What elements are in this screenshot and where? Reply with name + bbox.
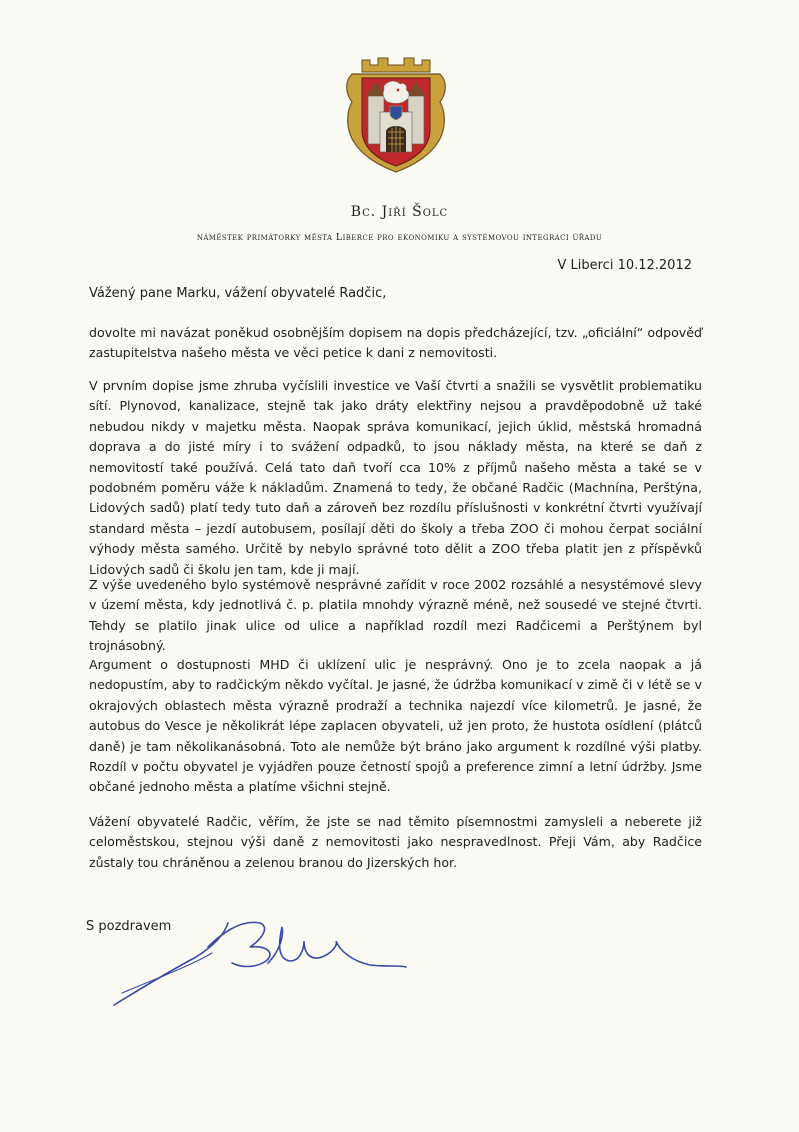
sender-role: náměstek primátorky města Liberce pro ekonomiku a systémovou integraci úřadu xyxy=(196,232,603,243)
paragraph-1: dovolte mi navázat poněkud osobnějším dopisem na dopis předcházející, tzv. „oficiální“ odpověď zastupitelstva našeho města ve věci petice k dani z nemovitosti. xyxy=(89,325,702,361)
sender-name: Bc. Jiří Šolc xyxy=(350,204,449,220)
city-coat-of-arms-icon xyxy=(340,52,452,176)
handwritten-signature-icon xyxy=(100,905,420,1015)
letter-salutation: Vážený pane Marku, vážení obyvatelé Radčic, xyxy=(89,286,387,301)
paragraph-2: V prvním dopise jsme zhruba vyčíslili investice ve Vaší čtvrti a snažili se vysvětlit problematiku sítí. Plynovod, kanalizace, stejně tak jako dráty elektřiny nejsou a pravděpodobně už také nebudou nikdy v majetku města. Naopak správa komunikací, jejich úklid, městská hromadná doprava a do jisté míry i to svážení odpadků, to jsou náklady města, na které se daň z nemovitostí také používá. Celá tato daň tvoří cca 10% z příjmů našeho města a také se v podobném poměru váže k nákladům. Znamená to tedy, že občané Radčic (Machnína, Perštýna, Lidových sadů) platí tedy tuto daň a zároveň bez rozdílu příslušnosti v konkrétní čtvrti využívají standard města – jezdí autobusem, posílají děti do školy a třeba ZOO či mohou čerpat sociální výhody města samého. Určitě by nebylo správné toto dělit a ZOO třeba platit jen z příspěvků Lidových sadů či školu jen tam, kde ji mají. xyxy=(89,378,702,577)
letter-closing: S pozdravem xyxy=(86,919,172,934)
paragraph-4: Argument o dostupnosti MHD či uklízení ulic je nesprávný. Ono je to zcela naopak a já nedopustím, aby to radčickým někdo vyčítal. Je jasné, že údržba komunikací v zimě či v létě se v okrajových oblastech města výrazně prodraží a technika najezdí více kilometrů. Je jasné, že autobus do Vesce je několikrát lépe zaplacen obyvateli, už jen proto, že hustota osídlení (plátců daně) je tam několikanásobná. Toto ale nemůže být bráno jako argument k rozdílné výši platby. Rozdíl v počtu obyvatel je vyjádřen pouze četností spojů a preference zimní a letní údržby. Jsme občané jednoho města a platíme všichni stejně. xyxy=(89,657,702,795)
paragraph-5: Vážení obyvatelé Radčic, věřím, že jste se nad těmito písemnostmi zamysleli a neberete již celoměstskou, stejnou výši daně z nemovitosti jako nespravedlnost. Přeji Vám, aby Radčice zůstaly tou chráněnou a zelenou branou do Jizerských hor. xyxy=(89,814,702,870)
letter-date: V Liberci 10.12.2012 xyxy=(557,258,692,273)
paragraph-3: Z výše uvedeného bylo systémově nesprávné zařídit v roce 2002 rozsáhlé a nesystémové slevy v území města, kdy jednotlivá č. p. platila mnohdy výrazně méně, než sousedé ve stejné čtvrti. Tehdy se platilo jinak ulice od ulice a například rozdíl mezi Radčicemi a Perštýnem byl trojnásobný. xyxy=(89,577,702,654)
